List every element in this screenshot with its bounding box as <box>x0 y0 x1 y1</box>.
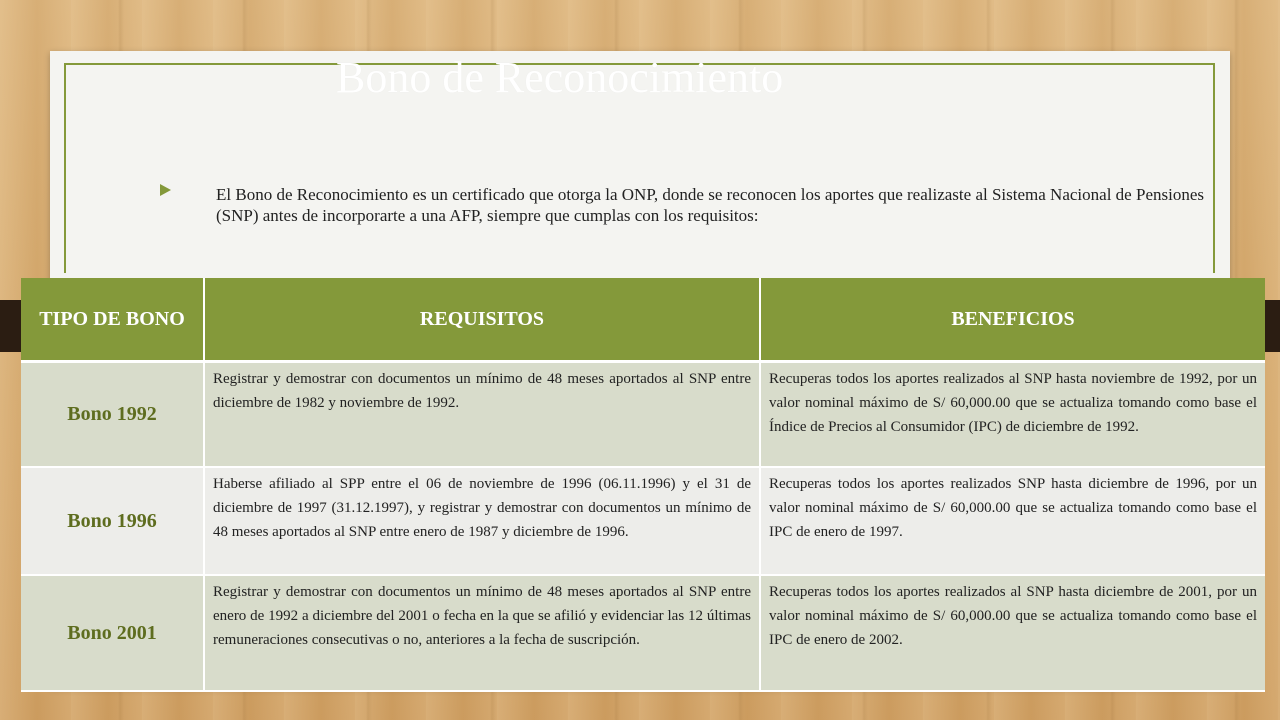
row-beneficios: Recuperas todos los aportes realizados al SNP hasta diciembre de 2001, por un valor nominal máximo de S/ 60,000.00 que se actualiza tomando como base el IPC de enero de 2002. <box>760 575 1265 691</box>
table-row <box>21 467 1265 575</box>
row-requisitos: Registrar y demostrar con documentos un mínimo de 48 meses aportados al SNP entre diciembre de 1982 y noviembre de 1992. <box>204 362 760 467</box>
row-tipo: Bono 1996 <box>21 467 204 575</box>
row-beneficios: Recuperas todos los aportes realizados al SNP hasta noviembre de 1992, por un valor nominal máximo de S/ 60,000.00 que se actualiza tomando como base el Índice de Precios al Consumidor (IPC) de diciembre de 1992. <box>760 362 1265 467</box>
row-requisitos: Haberse afiliado al SPP entre el 06 de noviembre de 1996 (06.11.1996) y el 31 de diciembre de 1997 (31.12.1997), y registrar y demostrar con documentos un mínimo de 48 meses aportados al SNP entre enero de 1987 y diciembre de 1996. <box>204 467 760 575</box>
row-tipo: Bono 2001 <box>21 575 204 691</box>
row-tipo: Bono 1992 <box>21 362 204 467</box>
bullet-arrow-icon <box>160 184 171 196</box>
table-row <box>21 575 1265 691</box>
bullet-paragraph <box>160 184 1204 226</box>
table-row <box>21 362 1265 467</box>
bullet-text: El Bono de Reconocimiento es un certificado que otorga la ONP, donde se reconocen los aportes que realizaste al Sistema Nacional de Pensiones (SNP) antes de incorporarte a una AFP, siempre que cumplas con los requisitos: <box>216 185 1204 225</box>
slide-title: Bono de Reconocimiento <box>336 53 784 102</box>
bonos-table <box>21 278 1265 692</box>
header-beneficios: BENEFICIOS <box>760 278 1265 362</box>
row-beneficios: Recuperas todos los aportes realizados SNP hasta diciembre de 1996, por un valor nominal máximo de S/ 60,000.00 que se actualiza tomando como base el IPC de enero de 1997. <box>760 467 1265 575</box>
table-header-row <box>21 278 1265 362</box>
row-requisitos: Registrar y demostrar con documentos un mínimo de 48 meses aportados al SNP entre enero de 1992 a diciembre del 2001 o fecha en la que se afilió y evidenciar las 12 últimas remuneraciones consecutivas o no, anteriores a la fecha de suscripción. <box>204 575 760 691</box>
header-requisitos: REQUISITOS <box>204 278 760 362</box>
header-tipo-de-bono: TIPO DE BONO <box>21 278 204 362</box>
